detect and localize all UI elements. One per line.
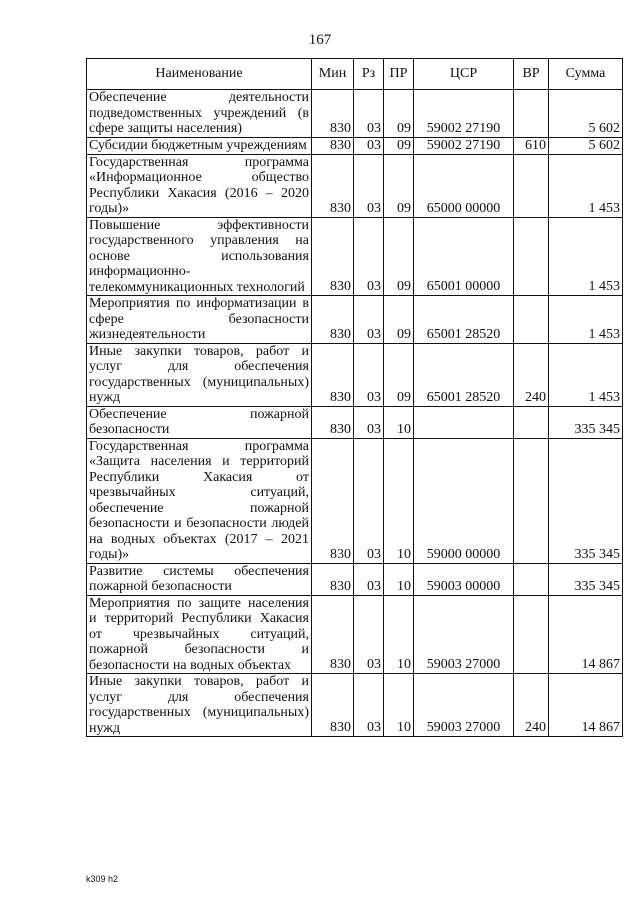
cell-rz: 03 <box>354 217 384 296</box>
table-row <box>87 154 623 217</box>
table-row <box>87 296 623 344</box>
cell-rz: 03 <box>354 90 384 138</box>
cell-pr: 09 <box>384 296 414 344</box>
cell-min: 830 <box>312 595 354 674</box>
cell-vr <box>514 90 549 138</box>
cell-pr: 10 <box>384 595 414 674</box>
cell-min: 830 <box>312 154 354 217</box>
cell-name: Субсидии бюджетным учреждениям <box>87 137 312 154</box>
header-sum: Сумма <box>549 59 623 90</box>
cell-vr: 240 <box>514 674 549 737</box>
cell-csr: 59002 27190 <box>414 90 514 138</box>
header-rz: Рз <box>354 59 384 90</box>
table-row <box>87 674 623 737</box>
cell-min: 830 <box>312 217 354 296</box>
cell-pr: 10 <box>384 406 414 438</box>
cell-vr <box>514 563 549 595</box>
cell-csr: 59002 27190 <box>414 137 514 154</box>
cell-name: Мероприятия по защите населения и территорий Республики Хакасия от чрезвычайных ситуаций, пожарной безопасности и безопасности на водных объектах <box>87 595 312 674</box>
cell-csr: 65001 28520 <box>414 296 514 344</box>
cell-rz: 03 <box>354 438 384 563</box>
cell-vr <box>514 154 549 217</box>
cell-sum: 1 453 <box>549 217 623 296</box>
cell-name: Обеспечение деятельности подведомственных учреждений (в сфере защиты населения) <box>87 90 312 138</box>
cell-rz: 03 <box>354 674 384 737</box>
table-row <box>87 343 623 406</box>
cell-vr <box>514 217 549 296</box>
cell-min: 830 <box>312 90 354 138</box>
table-row <box>87 595 623 674</box>
cell-csr: 65001 28520 <box>414 343 514 406</box>
header-vr: ВР <box>514 59 549 90</box>
header-min: Мин <box>312 59 354 90</box>
cell-rz: 03 <box>354 296 384 344</box>
cell-rz: 03 <box>354 343 384 406</box>
cell-name: Иные закупки товаров, работ и услуг для обеспечения государственных (муниципальных) нужд <box>87 674 312 737</box>
header-pr: ПР <box>384 59 414 90</box>
cell-rz: 03 <box>354 154 384 217</box>
cell-sum: 335 345 <box>549 563 623 595</box>
cell-vr <box>514 406 549 438</box>
cell-sum: 14 867 <box>549 595 623 674</box>
cell-sum: 335 345 <box>549 438 623 563</box>
budget-table <box>86 58 623 737</box>
cell-min: 830 <box>312 406 354 438</box>
cell-rz: 03 <box>354 137 384 154</box>
cell-sum: 5 602 <box>549 90 623 138</box>
cell-csr: 59003 00000 <box>414 563 514 595</box>
cell-pr: 10 <box>384 438 414 563</box>
table-row <box>87 217 623 296</box>
cell-rz: 03 <box>354 595 384 674</box>
cell-sum: 1 453 <box>549 296 623 344</box>
cell-pr: 10 <box>384 674 414 737</box>
cell-pr: 09 <box>384 154 414 217</box>
cell-min: 830 <box>312 674 354 737</box>
table-row <box>87 137 623 154</box>
cell-vr <box>514 296 549 344</box>
cell-vr: 610 <box>514 137 549 154</box>
table-row <box>87 563 623 595</box>
cell-csr: 59000 00000 <box>414 438 514 563</box>
cell-pr: 10 <box>384 563 414 595</box>
cell-pr: 09 <box>384 217 414 296</box>
cell-min: 830 <box>312 563 354 595</box>
cell-pr: 09 <box>384 137 414 154</box>
cell-csr: 65000 00000 <box>414 154 514 217</box>
footer-code: k309 h2 <box>86 874 119 884</box>
cell-rz: 03 <box>354 406 384 438</box>
cell-csr: 65001 00000 <box>414 217 514 296</box>
cell-min: 830 <box>312 343 354 406</box>
table-row <box>87 438 623 563</box>
cell-min: 830 <box>312 438 354 563</box>
cell-csr: 59003 27000 <box>414 595 514 674</box>
cell-min: 830 <box>312 296 354 344</box>
cell-name: Повышение эффективности государственного управления на основе использования информационно-телекоммуникационных технологий <box>87 217 312 296</box>
cell-name: Иные закупки товаров, работ и услуг для обеспечения государственных (муниципальных) нужд <box>87 343 312 406</box>
table-row <box>87 406 623 438</box>
cell-pr: 09 <box>384 343 414 406</box>
cell-sum: 5 602 <box>549 137 623 154</box>
cell-sum: 14 867 <box>549 674 623 737</box>
cell-csr <box>414 406 514 438</box>
table-header-row <box>87 59 623 90</box>
table-row <box>87 90 623 138</box>
cell-vr <box>514 438 549 563</box>
header-name: Наименование <box>87 59 312 90</box>
cell-name: Государственная программа «Информационное общество Республики Хакасия (2016 – 2020 годы)» <box>87 154 312 217</box>
cell-sum: 1 453 <box>549 154 623 217</box>
cell-csr: 59003 27000 <box>414 674 514 737</box>
cell-name: Мероприятия по информатизации в сфере безопасности жизнедеятельности <box>87 296 312 344</box>
cell-pr: 09 <box>384 90 414 138</box>
cell-sum: 335 345 <box>549 406 623 438</box>
header-csr: ЦСР <box>414 59 514 90</box>
cell-vr <box>514 595 549 674</box>
cell-rz: 03 <box>354 563 384 595</box>
cell-vr: 240 <box>514 343 549 406</box>
cell-name: Развитие системы обеспечения пожарной безопасности <box>87 563 312 595</box>
cell-min: 830 <box>312 137 354 154</box>
page-number: 167 <box>308 32 332 48</box>
cell-name: Обеспечение пожарной безопасности <box>87 406 312 438</box>
cell-sum: 1 453 <box>549 343 623 406</box>
cell-name: Государственная программа «Защита населения и территорий Республики Хакасия от чрезвычайных ситуаций, обеспечение пожарной безопасности и безопасности людей на водных объектах (2017 – 2021 годы)» <box>87 438 312 563</box>
